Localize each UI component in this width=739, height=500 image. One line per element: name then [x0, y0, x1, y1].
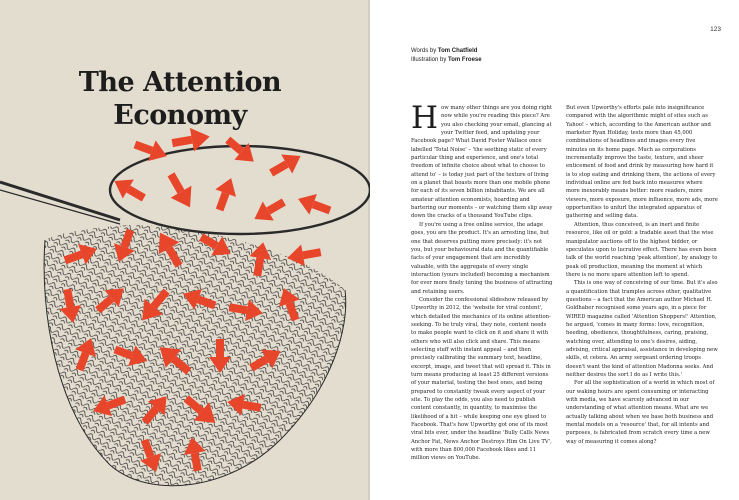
credits: [411, 47, 482, 65]
page-number: 123: [710, 26, 721, 33]
paragraph-6: This is one way of conceiving of our time. But it's also a quantification that tramples across other, qualitative questions – a fact that the American author Michael H. Goldhaber recognised some years ago, in a piece for WIRED magazine called 'Attention Shoppers!' Attention, he argued, 'comes in many forms: love, recognition, heeding, obedience, thoughtfulness, caring, praising, watching over, attending to one's desires, aiding, advising, critical appraisal, assistance in developing new skills, et cetera. An army sergeant ordering troops doesn't want the kind of attention Madonna seeks. And neither desires the sort I do as I write this.': [566, 280, 718, 378]
words-author: Tom Chatfield: [437, 48, 478, 54]
paragraph-1-text: ow many other things are you doing right now while you're reading this piece? Are you also checking your email, glancing at your Twitter feed, and updating your Facebook page? What David Foster Wallace once labelled 'Total Noise' – 'the seething static of every particular thing and experience, and one's total freedom of infinite choice about what to choose to attend to' – is today just part of the texture of living on a planet that boasts more than one mobile phone for each of its seven billion inhabitants. We are all amateur attention economists, hoarding and bartering our moments – or watching them slip away down the cracks of a thousand YouTube clips.: [411, 105, 553, 220]
article-column-2: [566, 104, 718, 446]
paragraph-2: If you're using a free online service, the adage goes, you are the product. It's an arresting line, but one that deserves putting more precisely: it's not you, but your behavioural data and the quantifiable facts of your engagement that are incredibly valuable, with the aggregate of every single interaction (yours included) becoming a mechanism for ever more finely tuning the business of attracting and retaining users.: [411, 221, 553, 295]
title-line-2: Economy: [113, 100, 247, 132]
words-credit: [411, 47, 482, 56]
illustration-label: Illustration by: [411, 57, 447, 63]
illustration-credit: [411, 56, 482, 65]
paragraph-4: But even Upworthy's efforts pale into insignificance compared with the algorithmic might of sites such as Yahoo! – which, according to the American author and marketer Ryan Holiday, tests more than 45,000 combinations of headlines and images every five minutes on its home page. Much as corporations incrementally improve the taste, texture, and sheer enticement of food and drink by measuring how hard it is to stop eating and drinking them, the actions of every individual online are fed back into measures where more inexorably means better: more readers, more viewers, more exposure, more influence, more ads, more opportunities to unfurl the integrated apparatus of gathering and selling data.: [566, 105, 718, 220]
drop-cap: H: [411, 100, 439, 136]
illustration-author: Tom Froese: [448, 57, 482, 63]
paragraph-1: [411, 100, 553, 221]
paragraph-7: For all the sophistication of a world in which most of our waking hours are spent consuming or interacting with media, we have scarcely advanced in our understanding of what attention means. What are we actually talking about when we base both business and mental models on a 'resource' that, for all intents and purposes, is fabricated from scratch every time a new way of measuring it comes along?: [566, 380, 715, 445]
paragraph-3: Consider the confessional slideshow released by Upworthy in 2012, the 'website for viral content', which detailed the mechanics of its online attention-seeking. To be truly viral, they note, content needs to make people want to click on it and share it with others who will also click and share. This means selecting stuff with instant appeal – and then precisely calibrating the summary text, headline, excerpt, image, and tweet that will spread it. This in turn means producing at least 25 different versions of your material, testing the best ones, and being prepared to constantly tweak every aspect of your site. To play the odds, you also need to publish content constantly, in quantity, to maximise the likelihood of a hit – while keeping one eye glued to Facebook. That's how Upworthy got one of its most viral bits ever, under the headline 'Bully Calls News Anchor Fat, News Anchor Destroys Him On Live TV', with more than 800,000 Facebook likes and 11 million views on YouTube.: [411, 296, 552, 462]
words-label: Words by: [411, 48, 437, 54]
paragraph-5: Attention, thus conceived, is an inert and finite resource, like oil or gold: a tradable asset that the wise manipulator auctions off to the highest bidder, or speculates upon to lucrative effect. There has even been talk of the world reaching 'peak attention', by analogy to peak oil production, meaning the moment at which there is no more spare attention left to spend.: [566, 221, 718, 278]
title-line-1: The Attention: [78, 67, 282, 99]
net-illustration: [0, 120, 370, 500]
net-handle: [0, 182, 120, 224]
article-column-1: [411, 100, 553, 463]
net-bag: [0, 180, 370, 500]
